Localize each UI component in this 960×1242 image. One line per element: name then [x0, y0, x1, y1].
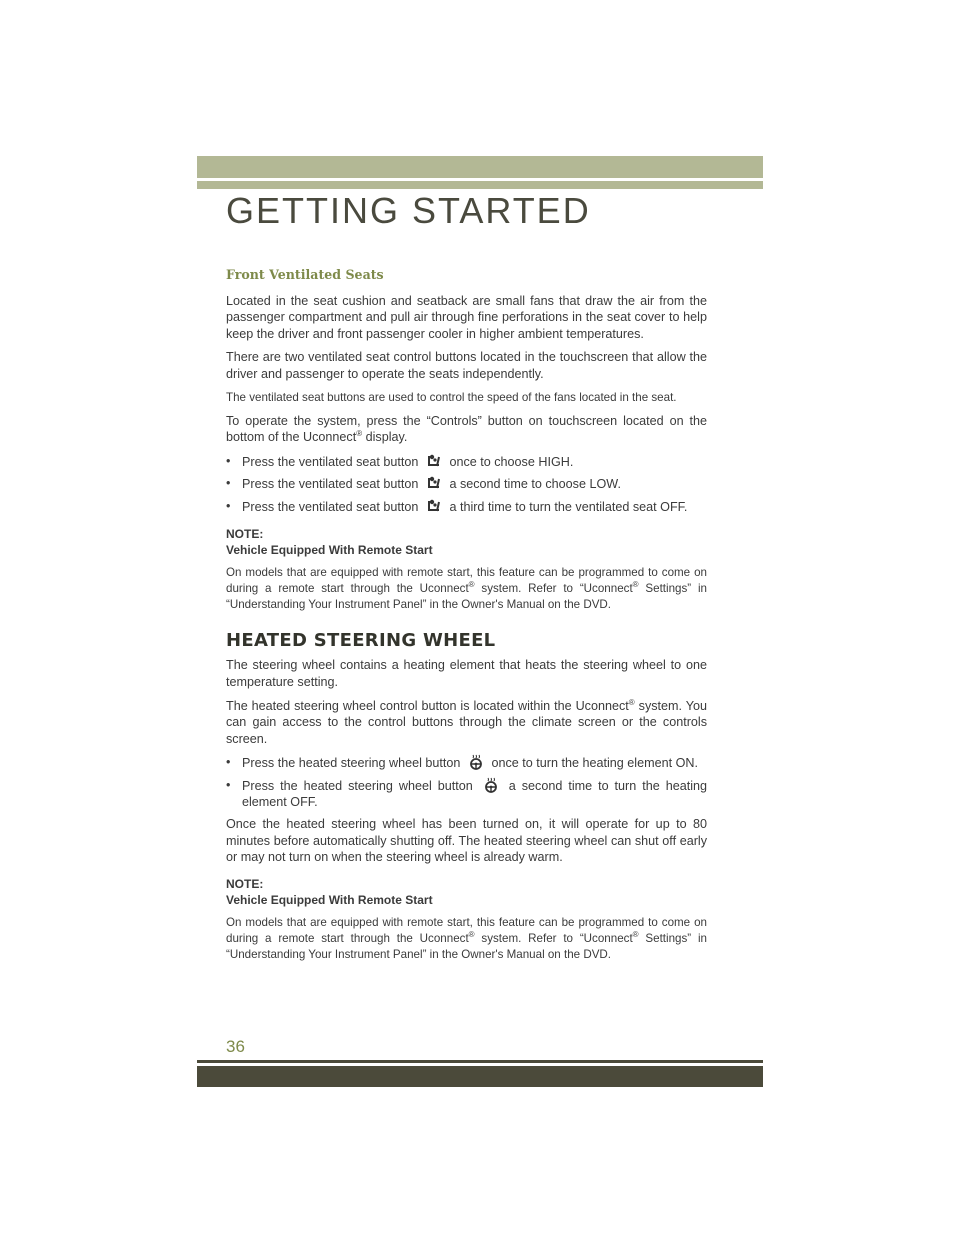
heated-steering-wheel-icon	[467, 754, 485, 770]
paragraph: To operate the system, press the “Controls” button on touchscreen located on the bottom of the Uconnect® display.	[226, 413, 707, 445]
note-subheading: Vehicle Equipped With Remote Start	[226, 893, 433, 908]
note-text: On models that are equipped with remote start, this feature can be programmed to come on during a remote start through the Uconnect® system. Refer to “Uconnect® Settings” in “Understanding Your Instrument Panel” in the Owner's Manual on the DVD.	[226, 565, 707, 611]
paragraph: The ventilated seat buttons are used to control the speed of the fans located in the seat.	[226, 390, 677, 404]
bullet-item: • Press the heated steering wheel button once to turn the heating element ON.	[226, 754, 707, 772]
paragraph: Once the heated steering wheel has been turned on, it will operate for up to 80 minutes before automatically shutting off. The heated steering wheel can shut off early or may not turn on when the steering wheel is already warm.	[226, 817, 707, 865]
note-text: On models that are equipped with remote start, this feature can be programmed to come on during a remote start through the Uconnect® system. Refer to “Uconnect® Settings” in “Understanding Your Instrument Panel” in the Owner's Manual on the DVD.	[226, 916, 707, 962]
paragraph: Located in the seat cushion and seatback are small fans that draw the air from the passenger compartment and pull air through fine perforations in the seat cover to help keep the driver and front passenger cooler in higher ambient temperatures.	[226, 293, 707, 341]
heated-steering-wheel-heading: HEATED STEERING WHEEL	[226, 629, 496, 651]
paragraph: The steering wheel contains a heating element that heats the steering wheel to one temperature setting.	[226, 658, 707, 689]
bullet-item: • Press the ventilated seat button a second time to choose LOW.	[226, 475, 707, 493]
paragraph: The heated steering wheel control button is located within the Uconnect® system. You can gain access to the control buttons through the climate screen or the controls screen.	[226, 697, 707, 746]
page-content	[226, 267, 707, 970]
bullet-item: • Press the heated steering wheel button a second time to turn the heating element OFF.	[226, 777, 707, 811]
note-label: NOTE:	[226, 526, 264, 541]
footer-bar	[197, 1066, 763, 1087]
page-number: 36	[226, 1037, 245, 1056]
ventilated-seat-icon	[425, 453, 443, 469]
note-label: NOTE:	[226, 876, 264, 891]
section-header-title: GETTING STARTED	[226, 190, 591, 231]
front-ventilated-seats-heading: Front Ventilated Seats	[226, 267, 384, 282]
bullet-item: • Press the ventilated seat button a third time to turn the ventilated seat OFF.	[226, 498, 707, 516]
ventilated-seat-icon	[425, 475, 443, 491]
bullet-item: • Press the ventilated seat button once to choose HIGH.	[226, 453, 707, 471]
ventilated-seat-icon	[425, 498, 443, 514]
header-bar-thin	[197, 181, 763, 189]
note-subheading: Vehicle Equipped With Remote Start	[226, 543, 433, 558]
header-bar	[197, 156, 763, 178]
paragraph: There are two ventilated seat control buttons located in the touchscreen that allow the driver and passenger to operate the seats independently.	[226, 350, 707, 381]
footer-bar-thin	[197, 1060, 763, 1063]
heated-steering-wheel-icon	[482, 777, 500, 793]
